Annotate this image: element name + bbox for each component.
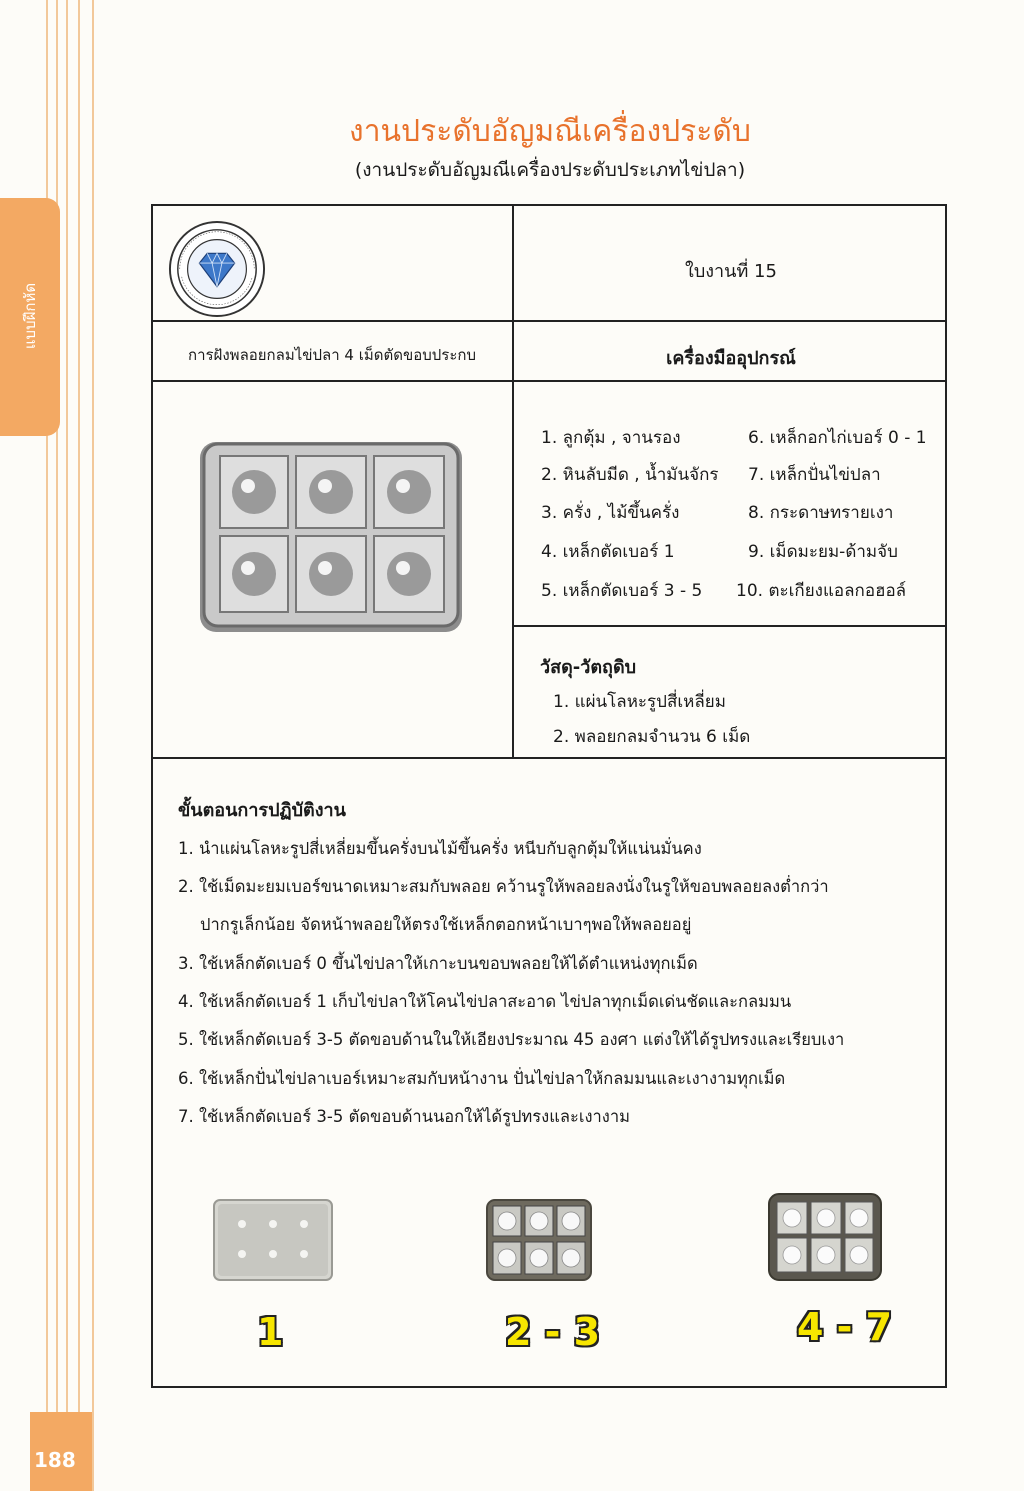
institute-logo — [168, 220, 266, 318]
tool-item: 4. เหล็กตัดเบอร์ 1 — [541, 542, 675, 562]
grid-line — [151, 757, 947, 759]
tool-item: 8. กระดาษทรายเงา — [748, 503, 894, 523]
stage-label: 4 - 7 — [797, 1305, 893, 1349]
stage-2-3-photo — [485, 1198, 593, 1282]
step-item-continued: ปากรูเล็กน้อย จัดหน้าพลอยให้ตรงใช้เหล็กตอกหน้าเบาๆพอให้พลอยอยู่ — [200, 915, 692, 934]
steps-heading: ขั้นตอนการปฏิบัติงาน — [178, 800, 346, 821]
tool-item: 7. เหล็กปั่นไข่ปลา — [748, 465, 881, 485]
page-number: 188 — [34, 1448, 76, 1472]
page-subtitle: (งานประดับอัญมณีเครื่องประดับประเภทไข่ปลา) — [354, 159, 746, 181]
step-item: 4. ใช้เหล็กตัดเบอร์ 1 เก็บไข่ปลาให้โคนไข่ปลาสะอาด ไข่ปลาทุกเม็ดเด่นชัดและกลมมน — [178, 992, 792, 1011]
grid-line — [151, 320, 947, 322]
sample-piece-photo — [196, 436, 466, 636]
section-tab-label: แบบฝึกหัด — [21, 282, 39, 350]
step-item: 6. ใช้เหล็กปั่นไข่ปลาเบอร์เหมาะสมกับหน้างาน ปั่นไข่ปลาให้กลมมนและเงางามทุกเม็ด — [178, 1069, 786, 1088]
margin-line — [92, 0, 94, 1491]
stage-1-photo — [212, 1198, 334, 1282]
worksheet-number: ใบงานที่ 15 — [685, 261, 777, 282]
step-item: 2. ใช้เม็ดมะยมเบอร์ขนาดเหมาะสมกับพลอย คว้านรูให้พลอยลงนั่งในรูให้ขอบพลอยลงต่ำกว่า — [178, 877, 829, 896]
tool-item: 6. เหล็กอกไก่เบอร์ 0 - 1 — [748, 428, 927, 448]
step-item: 3. ใช้เหล็กตัดเบอร์ 0 ขึ้นไข่ปลาให้เกาะบนขอบพลอยให้ได้ตำแหน่งทุกเม็ด — [178, 954, 698, 973]
stage-4-7-photo — [767, 1192, 883, 1282]
stage-label: 1 — [257, 1310, 284, 1354]
stage-label: 2 - 3 — [505, 1310, 601, 1354]
tool-item: 1. ลูกตุ้ม , จานรอง — [541, 428, 681, 448]
grid-line — [512, 204, 514, 758]
margin-line — [78, 0, 80, 1491]
tools-heading: เครื่องมืออุปกรณ์ — [666, 348, 796, 369]
grid-line — [151, 380, 947, 382]
tool-item: 10. ตะเกียงแอลกอฮอล์ — [736, 581, 907, 601]
section-tab — [0, 198, 60, 436]
task-name: การฝังพลอยกลมไข่ปลา 4 เม็ดตัดขอบประกบ — [188, 346, 476, 364]
margin-line — [66, 0, 68, 1491]
grid-line — [513, 625, 947, 627]
tool-item: 9. เม็ดมะยม-ด้ามจับ — [748, 542, 898, 562]
tool-item: 3. ครั่ง , ไม้ขึ้นครั่ง — [541, 503, 680, 523]
material-item: 2. พลอยกลมจำนวน 6 เม็ด — [553, 727, 751, 747]
material-item: 1. แผ่นโลหะรูปสี่เหลี่ยม — [553, 692, 726, 712]
tool-item: 5. เหล็กตัดเบอร์ 3 - 5 — [541, 581, 703, 601]
step-item: 5. ใช้เหล็กตัดเบอร์ 3-5 ตัดขอบด้านในให้เอียงประมาณ 45 องศา แต่งให้ได้รูปทรงและเรียบเงา — [178, 1030, 845, 1049]
step-item: 1. นำแผ่นโลหะรูปสี่เหลี่ยมขึ้นครั่งบนไม้ขึ้นครั่ง หนีบกับลูกตุ้มให้แน่นมั่นคง — [178, 839, 702, 858]
page-title: งานประดับอัญมณีเครื่องประดับ — [349, 114, 751, 149]
step-item: 7. ใช้เหล็กตัดเบอร์ 3-5 ตัดขอบด้านนอกให้ได้รูปทรงและเงางาม — [178, 1107, 630, 1126]
tool-item: 2. หินลับมีด , น้ำมันจักร — [541, 465, 719, 485]
materials-heading: วัสดุ-วัตถุดิบ — [540, 657, 637, 678]
